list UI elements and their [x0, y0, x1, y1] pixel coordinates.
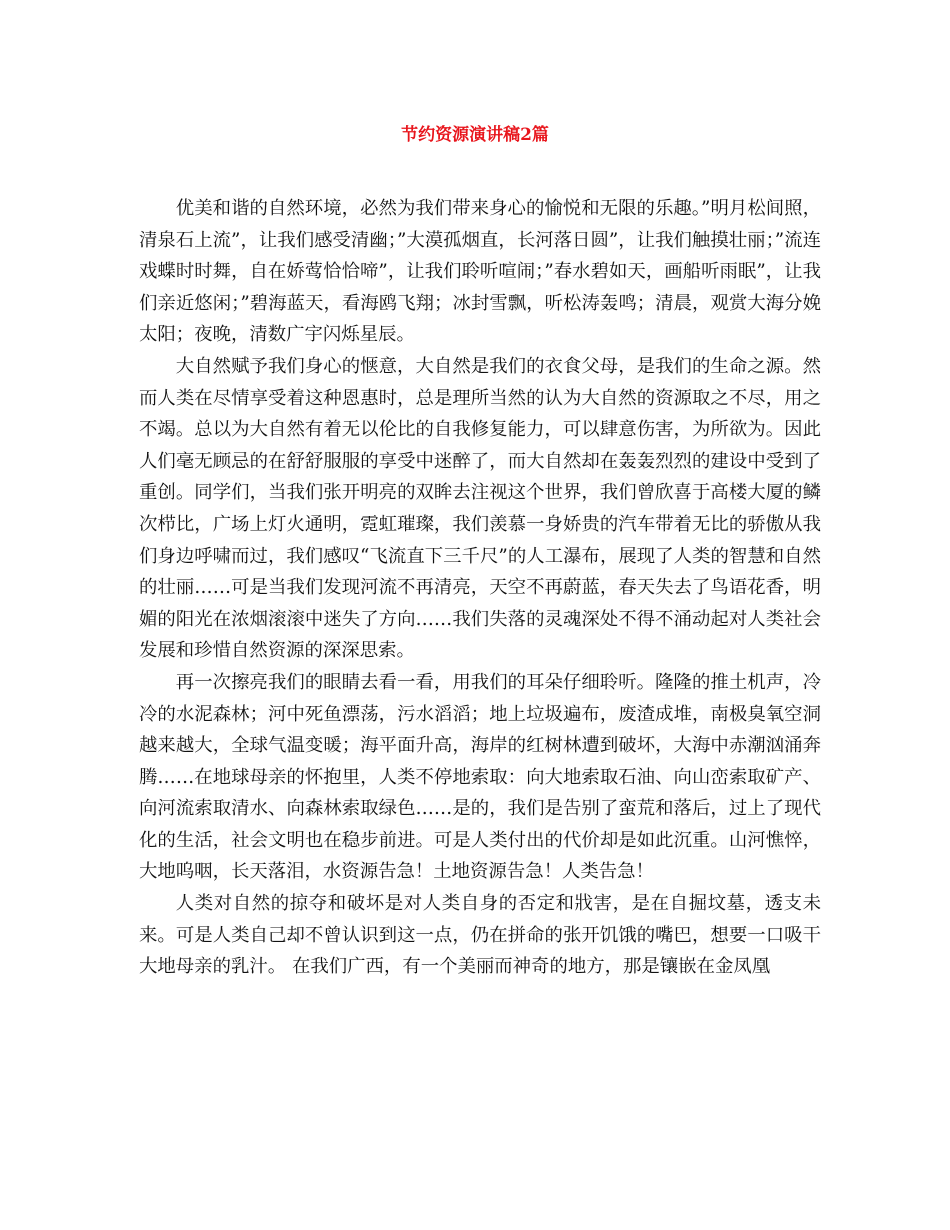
document-title: 节约资源演讲稿2篇: [401, 125, 549, 145]
paragraph: 人类对自然的掠夺和破坏是对人类自身的否定和戕害，是在自掘坟墓，透支未来。可是人类自己却不曾认识到这一点，仍在拼命的张开饥饿的嘴巴，想要一口吸干大地母亲的乳汁。 在我们广西，有一个美丽而神奇的地方，那是镶嵌在金凤凰: [139, 893, 821, 978]
paragraph: 大自然赋予我们身心的惬意，大自然是我们的衣食父母，是我们的生命之源。然而人类在尽情享受着这种恩惠时，总是理所当然的认为大自然的资源取之不尽，用之不竭。总以为大自然有着无以伦比的自我修复能力，可以肆意伤害，为所欲为。因此人们毫无顾忌的在舒舒服服的享受中迷醉了，而大自然却在轰轰烈烈的建设中受到了重创。同学们，当我们张开明亮的双眸去注视这个世界，我们曾欣喜于高楼大厦的鳞次栉比，广场上灯火通明，霓虹璀璨，我们羡慕一身娇贵的汽车带着无比的骄傲从我们身边呼啸而过，我们感叹“飞流直下三千尺”的人工瀑布，展现了人类的智慧和自然的壮丽……可是当我们发现河流不再清亮，天空不再蔚蓝，春天失去了鸟语花香，明媚的阳光在浓烟滚滚中迷失了方向……我们失落的灵魂深处不得不涌动起对人类社会发展和珍惜自然资源的深深思索。: [139, 355, 821, 662]
document-body: [139, 193, 821, 983]
paragraph: 再一次擦亮我们的眼睛去看一看，用我们的耳朵仔细聆听。隆隆的推土机声，冷冷的水泥森林；河中死鱼漂荡，污水滔滔；地上垃圾遍布，废渣成堆，南极臭氧空洞越来越大，全球气温变暖；海平面升高，海岸的红树林遭到破坏，大海中赤潮汹涌奔腾……在地球母亲的怀抱里，人类不停地索取：向大地索取石油、向山峦索取矿产、向河流索取清水、向森林索取绿色……是的，我们是告别了蛮荒和落后，过上了现代化的生活，社会文明也在稳步前进。可是人类付出的代价却是如此沉重。山河憔悴，大地呜咽，长天落泪，水资源告急！土地资源告急！人类告急！: [139, 671, 821, 883]
paragraph: 优美和谐的自然环境，必然为我们带来身心的愉悦和无限的乐趣。”明月松间照，清泉石上流”，让我们感受清幽；”大漠孤烟直，长河落日圆”，让我们触摸壮丽；”流连戏蝶时时舞，自在娇莺恰恰啼”，让我们聆听喧闹；”春水碧如天，画船听雨眠”，让我们亲近悠闲；”碧海蓝天，看海鸥飞翔；冰封雪飘，听松涛轰鸣；清晨，观赏大海分娩太阳；夜晚，清数广宇闪烁星辰。: [139, 198, 821, 346]
